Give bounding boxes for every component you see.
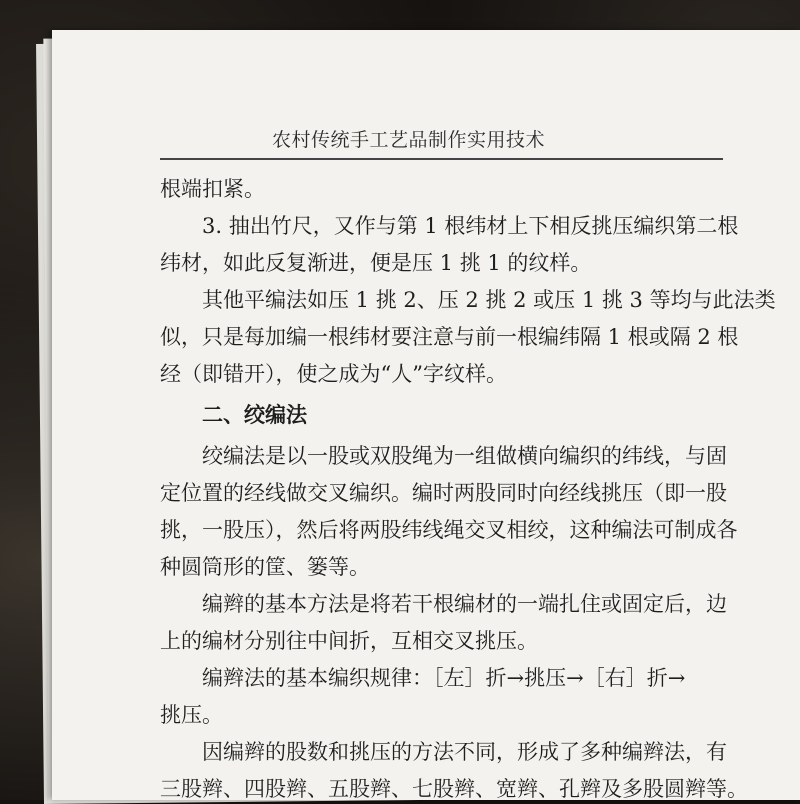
text-line: 种圆筒形的筐、篓等。 xyxy=(160,555,370,579)
text-line: 纬材，如此反复渐进，便是压 1 挑 1 的纹样。 xyxy=(160,251,592,275)
text-line: 其他平编法如压 1 挑 2、压 2 挑 2 或压 1 挑 3 等均与此法类 xyxy=(202,288,776,312)
text-line: 定位置的经线做交叉编织。编时两股同时向经线挑压（即一股 xyxy=(160,481,727,505)
text-line: 三股辫、四股辫、五股辫、七股辫、宽辫、孔辫及多股圆辫等。 xyxy=(160,777,748,801)
text-line: 编辫法的基本编织规律：［左］折→挑压→［右］折→ xyxy=(202,666,686,690)
text-line: 似，只是每加编一根纬材要注意与前一根编纬隔 1 根或隔 2 根 xyxy=(160,325,739,349)
section-heading: 二、绞编法 xyxy=(202,402,307,427)
running-header-title: 农村传统手工艺品制作实用技术 xyxy=(272,129,546,151)
text-line: 根端扣紧。 xyxy=(160,177,265,201)
text-line: 挑压。 xyxy=(160,703,223,727)
text-line: 3. 抽出竹尺，又作与第 1 根纬材上下相反挑压编织第二根 xyxy=(202,214,739,238)
text-line: 上的编材分别往中间折，互相交叉挑压。 xyxy=(160,629,538,653)
text-line: 因编辫的股数和挑压的方法不同，形成了多种编辫法，有 xyxy=(202,740,727,764)
text-line: 经（即错开），使之成为“人”字纹样。 xyxy=(160,362,507,386)
text-line: 挑，一股压），然后将两股纬线绳交叉相绞，这种编法可制成各 xyxy=(160,518,738,542)
text-line: 编辫的基本方法是将若干根编材的一端扎住或固定后，边 xyxy=(202,592,727,616)
text-line: 绞编法是以一股或双股绳为一组做横向编织的纬线，与固 xyxy=(202,444,727,468)
header-rule xyxy=(160,158,723,160)
